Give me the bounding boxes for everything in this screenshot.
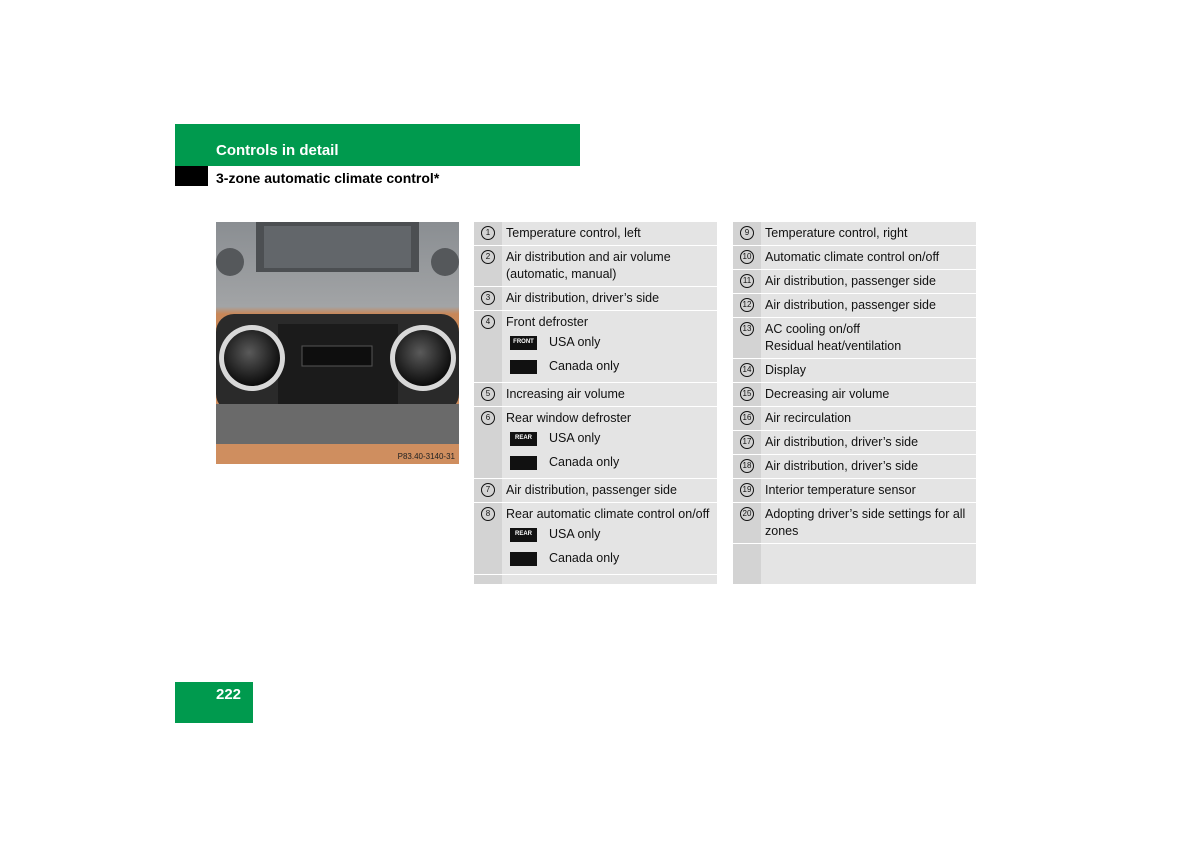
legend-number <box>733 225 761 240</box>
callout-circle: 17 <box>740 435 754 449</box>
legend-number <box>733 321 761 336</box>
legend-variant <box>506 523 713 547</box>
legend-variant-label: USA only <box>549 335 601 349</box>
legend-number <box>733 362 761 377</box>
page-number: 222 <box>216 686 242 703</box>
legend-row <box>733 479 976 503</box>
legend-number <box>733 482 761 497</box>
legend-variant-label: Canada only <box>549 455 620 469</box>
legend-row <box>474 311 717 383</box>
page-number-box <box>175 682 253 723</box>
header-tab-marker <box>175 166 208 186</box>
legend-number <box>733 434 761 449</box>
rear-climate-canada-icon <box>510 552 537 566</box>
legend-text <box>761 458 976 475</box>
legend-number <box>474 249 502 264</box>
legend-rows-right <box>733 222 976 544</box>
legend-variant <box>506 451 713 475</box>
legend-row <box>733 455 976 479</box>
legend-label: Temperature control, right <box>765 226 908 240</box>
callout-circle: 9 <box>740 226 754 240</box>
legend-variant-label: Canada only <box>549 551 620 565</box>
callout-circle: 13 <box>740 322 754 336</box>
front-defroster-canada-icon <box>510 360 537 374</box>
figure-code: P83.40-3140-31 <box>397 452 455 461</box>
legend-label: Automatic climate control on/off <box>765 250 940 264</box>
climate-panel-illustration <box>216 222 459 464</box>
callout-circle: 6 <box>481 411 495 425</box>
legend-text <box>502 225 717 242</box>
legend-number <box>733 506 761 521</box>
rear-defroster-canada-icon <box>510 456 537 470</box>
legend-label: Temperature control, left <box>506 226 641 240</box>
legend-text <box>761 506 976 540</box>
legend-row <box>474 383 717 407</box>
legend-row <box>733 270 976 294</box>
callout-circle: 20 <box>740 507 754 521</box>
legend-label: Rear window defroster <box>506 411 632 425</box>
legend-text <box>761 273 976 290</box>
callout-circle: 7 <box>481 483 495 497</box>
legend-variant <box>506 547 713 571</box>
legend-variant <box>506 427 713 451</box>
legend-variant <box>506 355 713 379</box>
legend-label: Display <box>765 363 806 377</box>
callout-circle: 19 <box>740 483 754 497</box>
front-defroster-usa-icon: FRONT <box>510 336 537 350</box>
legend-text <box>502 249 717 283</box>
legend-row <box>733 294 976 318</box>
legend-column-left <box>474 222 717 584</box>
legend-text <box>502 290 717 307</box>
legend-label: Air recirculation <box>765 411 852 425</box>
legend-number <box>733 458 761 473</box>
callout-circle: 3 <box>481 291 495 305</box>
legend-row <box>733 383 976 407</box>
legend-label: Air distribution, passenger side <box>765 274 936 288</box>
callout-circle: 2 <box>481 250 495 264</box>
legend-number <box>474 410 502 425</box>
legend-text <box>761 410 976 427</box>
legend-label: Air distribution, driver’s side <box>765 459 919 473</box>
legend-row <box>474 479 717 503</box>
legend-variant-label: Canada only <box>549 359 620 373</box>
legend-row <box>733 318 976 359</box>
legend-text <box>761 225 976 242</box>
callout-circle: 12 <box>740 298 754 312</box>
legend-number <box>474 506 502 521</box>
legend-number <box>474 290 502 305</box>
callout-circle: 4 <box>481 315 495 329</box>
legend-row <box>474 222 717 246</box>
legend-text <box>502 410 717 475</box>
legend-label: Front defroster <box>506 315 588 329</box>
legend-variant <box>506 331 713 355</box>
callout-circle: 5 <box>481 387 495 401</box>
legend-label: Air distribution, driver’s side <box>506 291 660 305</box>
section-title: Controls in detail <box>216 142 339 159</box>
legend-row <box>733 246 976 270</box>
legend-label-secondary: Residual heat/ventilation <box>765 339 902 353</box>
legend-rows-left <box>474 222 717 575</box>
legend-number <box>733 297 761 312</box>
legend-number <box>474 386 502 401</box>
legend-label: Adopting driver’s side settings for all zones <box>765 507 966 538</box>
legend-text <box>761 249 976 266</box>
callout-circle: 15 <box>740 387 754 401</box>
legend-text <box>761 482 976 499</box>
legend-text <box>761 297 976 314</box>
legend-number <box>474 314 502 329</box>
legend-number <box>474 225 502 240</box>
legend-text <box>761 434 976 451</box>
callout-circle: 16 <box>740 411 754 425</box>
legend-label: Air distribution and air volume (automatic, manual) <box>506 250 671 281</box>
legend-label: Air distribution, passenger side <box>506 483 677 497</box>
legend-row <box>474 407 717 479</box>
climate-control-figure <box>216 222 459 464</box>
legend-row <box>733 431 976 455</box>
callout-circle: 11 <box>740 274 754 288</box>
callout-circle: 1 <box>481 226 495 240</box>
legend-text <box>502 482 717 499</box>
callout-circle: 18 <box>740 459 754 473</box>
legend-row <box>733 222 976 246</box>
legend-label: Increasing air volume <box>506 387 625 401</box>
legend-label: Decreasing air volume <box>765 387 890 401</box>
legend-variant-label: USA only <box>549 431 601 445</box>
legend-label: Air distribution, passenger side <box>765 298 936 312</box>
legend-label: Rear automatic climate control on/off <box>506 507 710 521</box>
legend-column-right <box>733 222 976 584</box>
rear-defroster-usa-icon: REAR <box>510 432 537 446</box>
legend-row <box>733 407 976 431</box>
legend-label: AC cooling on/off <box>765 322 860 336</box>
legend-variant-label: USA only <box>549 527 601 541</box>
legend-text <box>761 362 976 379</box>
legend-row <box>733 359 976 383</box>
callout-circle: 14 <box>740 363 754 377</box>
legend-row <box>474 246 717 287</box>
legend-row <box>733 503 976 544</box>
legend-number <box>733 249 761 264</box>
legend-text <box>502 506 717 571</box>
legend-text <box>761 386 976 403</box>
page-subtitle: 3-zone automatic climate control* <box>216 170 440 186</box>
legend-row <box>474 287 717 311</box>
legend-text <box>761 321 976 355</box>
legend-text <box>502 386 717 403</box>
legend-label: Air distribution, driver’s side <box>765 435 919 449</box>
legend-number <box>733 410 761 425</box>
legend-label: Interior temperature sensor <box>765 483 916 497</box>
legend-number <box>474 482 502 497</box>
legend-row <box>474 503 717 575</box>
legend-text <box>502 314 717 379</box>
callout-circle: 8 <box>481 507 495 521</box>
rear-climate-usa-icon: REAR <box>510 528 537 542</box>
legend-number <box>733 273 761 288</box>
callout-circle: 10 <box>740 250 754 264</box>
legend-number <box>733 386 761 401</box>
